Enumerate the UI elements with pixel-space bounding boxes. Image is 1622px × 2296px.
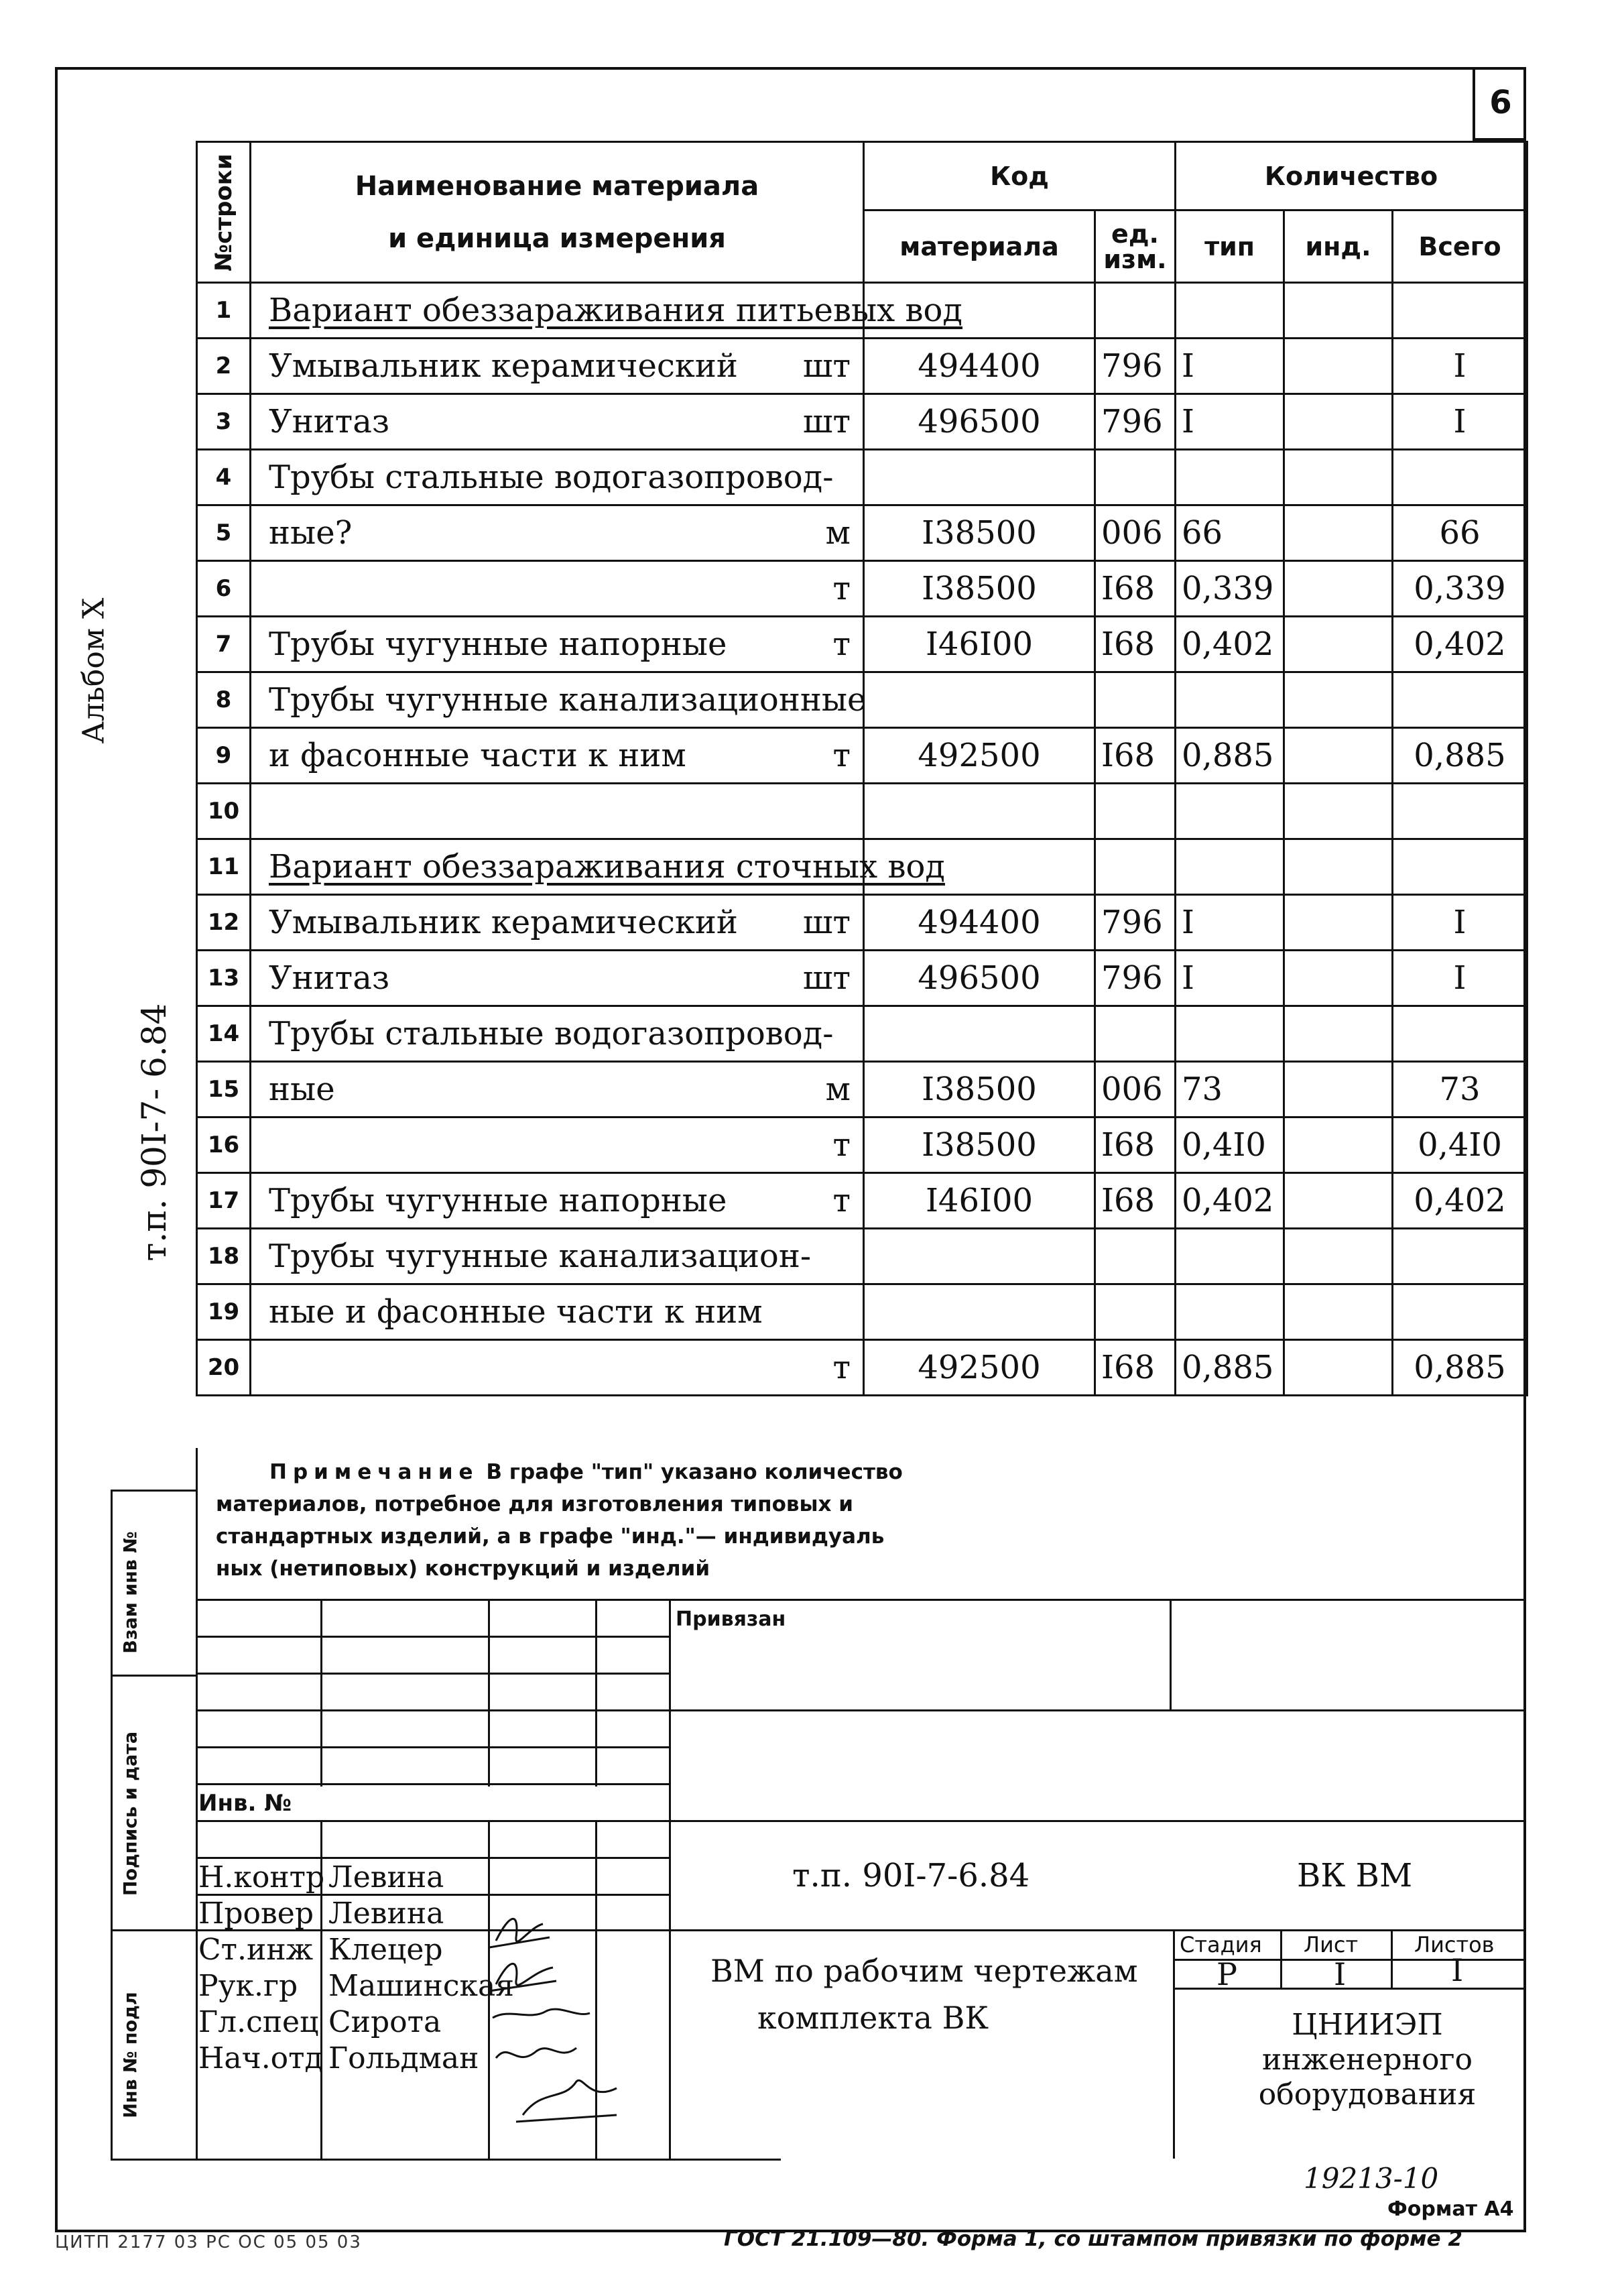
- row-number: 11: [197, 839, 251, 895]
- unit-name: т: [832, 1126, 851, 1164]
- table-row: [197, 505, 1527, 561]
- unit-name: т: [832, 625, 851, 663]
- qty-ind: [1284, 1062, 1393, 1117]
- qty-total: I: [1393, 895, 1527, 951]
- row-number: 7: [197, 617, 251, 672]
- material-code: I38500: [864, 561, 1095, 617]
- qty-total: 73: [1393, 1062, 1527, 1117]
- row-number: 3: [197, 394, 251, 450]
- unit-name: т: [832, 1349, 851, 1386]
- row-name: [251, 1340, 864, 1396]
- row-number: 17: [197, 1173, 251, 1229]
- staff-role: Нач.отд: [198, 2041, 323, 2075]
- qty-type: 0,885: [1176, 728, 1284, 784]
- qty-type: 0,339: [1176, 561, 1284, 617]
- row-name: [251, 1173, 864, 1229]
- unit-code: [1095, 1006, 1176, 1062]
- qty-total: [1393, 1284, 1527, 1340]
- unit-code: [1095, 283, 1176, 339]
- row-name: [251, 1117, 864, 1173]
- table-row: [197, 339, 1527, 394]
- unit-code: 796: [1095, 394, 1176, 450]
- table-row: [197, 1229, 1527, 1284]
- qty-total: [1393, 672, 1527, 728]
- qty-type: 0,402: [1176, 617, 1284, 672]
- qty-ind: [1284, 283, 1393, 339]
- row-number: 14: [197, 1006, 251, 1062]
- table-row: [197, 1062, 1527, 1117]
- material-name: Трубы стальные водогазопровод-: [269, 1015, 834, 1052]
- row-number: 20: [197, 1340, 251, 1396]
- unit-code: I68: [1095, 1340, 1176, 1396]
- material-code: [864, 1229, 1095, 1284]
- table-body: [197, 283, 1527, 1396]
- table-row: [197, 394, 1527, 450]
- qty-type: [1176, 1006, 1284, 1062]
- material-code: 494400: [864, 339, 1095, 394]
- doc-code: т.п. 90I-7-6.84: [792, 1857, 1030, 1894]
- row-number: 13: [197, 951, 251, 1006]
- material-code: [864, 784, 1095, 839]
- row-number: 16: [197, 1117, 251, 1173]
- qty-total: 66: [1393, 505, 1527, 561]
- unit-code: I68: [1095, 1173, 1176, 1229]
- row-name: [251, 450, 864, 505]
- header-name: Наименование материала и единица измерения: [251, 142, 864, 283]
- material-name: Трубы чугунные канализационные: [269, 681, 867, 719]
- qty-ind: [1284, 1284, 1393, 1340]
- staff-role: Ст.инж: [198, 1933, 314, 1967]
- row-name: [251, 784, 864, 839]
- qty-type: I: [1176, 394, 1284, 450]
- material-code: [864, 1006, 1095, 1062]
- material-code: 496500: [864, 951, 1095, 1006]
- unit-code: 796: [1095, 339, 1176, 394]
- stage-value: Р: [1216, 1956, 1237, 1992]
- material-code: I38500: [864, 505, 1095, 561]
- unit-code: 006: [1095, 505, 1176, 561]
- unit-name: шт: [802, 904, 851, 941]
- material-code: 492500: [864, 728, 1095, 784]
- sheets-value: I: [1451, 1952, 1464, 1988]
- material-code: 492500: [864, 1340, 1095, 1396]
- row-name: [251, 1062, 864, 1117]
- unit-name: м: [825, 1071, 851, 1108]
- material-code: [864, 450, 1095, 505]
- qty-type: [1176, 1284, 1284, 1340]
- table-row: [197, 1284, 1527, 1340]
- row-name: [251, 951, 864, 1006]
- material-code: [864, 672, 1095, 728]
- material-name: Трубы чугунные канализацион-: [269, 1237, 812, 1275]
- qty-ind: [1284, 951, 1393, 1006]
- qty-type: I: [1176, 339, 1284, 394]
- organization: ЦНИИЭП инженерного оборудования: [1258, 2008, 1477, 2112]
- sheets-label: Листов: [1414, 1932, 1495, 1957]
- header-ind: инд.: [1284, 210, 1393, 283]
- qty-total: [1393, 450, 1527, 505]
- qty-total: 0,885: [1393, 1340, 1527, 1396]
- material-name: Умывальник керамический: [269, 904, 738, 941]
- qty-ind: [1284, 617, 1393, 672]
- unit-name: шт: [802, 403, 851, 440]
- qty-ind: [1284, 394, 1393, 450]
- unit-code: [1095, 1229, 1176, 1284]
- unit-name: т: [832, 570, 851, 607]
- qty-ind: [1284, 561, 1393, 617]
- material-name: Унитаз: [269, 403, 390, 440]
- privyazan-label: Привязан: [676, 1608, 786, 1631]
- material-name: Трубы чугунные напорные: [269, 1182, 727, 1219]
- row-number: 9: [197, 728, 251, 784]
- material-code: I38500: [864, 1062, 1095, 1117]
- material-name: ные: [269, 1071, 335, 1108]
- row-name: [251, 339, 864, 394]
- qty-ind: [1284, 895, 1393, 951]
- table-row: [197, 784, 1527, 839]
- qty-type: 0,4I0: [1176, 1117, 1284, 1173]
- row-number: 10: [197, 784, 251, 839]
- material-name: Трубы стальные водогазопровод-: [269, 459, 834, 496]
- qty-ind: [1284, 1173, 1393, 1229]
- unit-name: т: [832, 1182, 851, 1219]
- qty-type: [1176, 283, 1284, 339]
- material-code: 494400: [864, 895, 1095, 951]
- row-name: [251, 283, 962, 339]
- row-name: [251, 505, 864, 561]
- qty-type: [1176, 1229, 1284, 1284]
- qty-total: I: [1393, 394, 1527, 450]
- material-code: 496500: [864, 394, 1095, 450]
- staff-name: Левина: [328, 1896, 444, 1931]
- table-row: [197, 1006, 1527, 1062]
- unit-code: [1095, 672, 1176, 728]
- table-row: [197, 283, 1527, 339]
- stage-label: Стадия: [1180, 1932, 1262, 1957]
- unit-code: I68: [1095, 1117, 1176, 1173]
- header-material: материала: [864, 210, 1095, 283]
- doc-title: ВМ по рабочим чертежам комплекта ВК: [710, 1953, 1138, 2036]
- qty-total: I: [1393, 339, 1527, 394]
- row-name: [251, 895, 864, 951]
- staff-name: Левина: [328, 1860, 444, 1894]
- footer-right: ГОСТ 21.109—80. Форма 1, со штампом привязки по форме 2: [724, 2227, 1462, 2251]
- qty-total: [1393, 1229, 1527, 1284]
- materials-table: [196, 141, 1528, 1396]
- note: Примечание В графе "тип" указано количество материалов, потребное для изготовления типовых и стандартных изделий, а в графе "инд."— индивидуаль ных (нетиповых) конструкций и изделий: [216, 1460, 903, 1581]
- material-name: и фасонные части к ним: [269, 737, 686, 774]
- header-row-number: №строки: [197, 142, 251, 283]
- row-number: 5: [197, 505, 251, 561]
- row-name: [251, 1229, 864, 1284]
- unit-code: 796: [1095, 951, 1176, 1006]
- sheet-label: Лист: [1304, 1932, 1359, 1957]
- unit-code: 796: [1095, 895, 1176, 951]
- qty-total: 0,339: [1393, 561, 1527, 617]
- row-number: 6: [197, 561, 251, 617]
- header-total: Всего: [1393, 210, 1527, 283]
- qty-ind: [1284, 728, 1393, 784]
- unit-code: I68: [1095, 561, 1176, 617]
- row-name: [251, 839, 945, 895]
- project-label: т.п. 90I-7- 6.84: [135, 1003, 174, 1262]
- material-name: Унитаз: [269, 959, 390, 997]
- qty-total: [1393, 283, 1527, 339]
- unit-name: м: [825, 514, 851, 552]
- row-number: 19: [197, 1284, 251, 1340]
- unit-code: 006: [1095, 1062, 1176, 1117]
- staff-name: Клецер: [328, 1933, 443, 1967]
- qty-type: 0,402: [1176, 1173, 1284, 1229]
- row-name: [251, 672, 867, 728]
- unit-code: I68: [1095, 617, 1176, 672]
- row-number: 4: [197, 450, 251, 505]
- qty-ind: [1284, 450, 1393, 505]
- qty-ind: [1284, 1006, 1393, 1062]
- unit-code: [1095, 1284, 1176, 1340]
- unit-code: I68: [1095, 728, 1176, 784]
- inv-no-label: Инв. №: [198, 1790, 292, 1817]
- staff-name: Сирота: [328, 2005, 442, 2039]
- sheet-value: I: [1334, 1956, 1347, 1992]
- qty-type: [1176, 450, 1284, 505]
- qty-type: 73: [1176, 1062, 1284, 1117]
- header-code: Код: [864, 142, 1176, 210]
- qty-total: [1393, 1006, 1527, 1062]
- row-name: [251, 728, 864, 784]
- qty-ind: [1284, 1229, 1393, 1284]
- material-name: ные?: [269, 514, 353, 552]
- doc-mark: ВК ВМ: [1297, 1857, 1413, 1894]
- qty-ind: [1284, 672, 1393, 728]
- qty-total: I: [1393, 951, 1527, 1006]
- header-quantity: Количество: [1176, 142, 1527, 210]
- qty-type: I: [1176, 895, 1284, 951]
- section-title: Вариант обеззараживания питьевых вод: [269, 292, 962, 329]
- qty-ind: [1284, 505, 1393, 561]
- qty-ind: [1284, 839, 1393, 895]
- footer-left: ЦИТП 2177 03 РС ОС 05 05 03: [55, 2232, 362, 2252]
- qty-total: 0,402: [1393, 1173, 1527, 1229]
- row-number: 8: [197, 672, 251, 728]
- unit-code: [1095, 450, 1176, 505]
- signature-marks: [483, 1900, 643, 2149]
- table-row: [197, 1173, 1527, 1229]
- table-row: [197, 895, 1527, 951]
- unit-name: шт: [802, 959, 851, 997]
- unit-code: [1095, 784, 1176, 839]
- header-unit: ед. изм.: [1095, 210, 1176, 283]
- row-name: [251, 1006, 864, 1062]
- material-name: Трубы чугунные напорные: [269, 625, 727, 663]
- qty-ind: [1284, 1340, 1393, 1396]
- row-name: [251, 394, 864, 450]
- staff-name: Машинская: [328, 1969, 514, 2003]
- material-name: ные и фасонные части к ним: [269, 1293, 763, 1331]
- material-code: I46I00: [864, 617, 1095, 672]
- qty-type: I: [1176, 951, 1284, 1006]
- row-name: [251, 1284, 864, 1340]
- side-label-vzam: Взам инв №: [120, 1531, 141, 1654]
- album-label: Альбом X: [76, 597, 111, 744]
- table-row: [197, 839, 1527, 895]
- row-number: 1: [197, 283, 251, 339]
- qty-total: 0,885: [1393, 728, 1527, 784]
- header-type: тип: [1176, 210, 1284, 283]
- qty-type: [1176, 839, 1284, 895]
- material-code: I38500: [864, 1117, 1095, 1173]
- qty-type: [1176, 672, 1284, 728]
- qty-total: 0,402: [1393, 617, 1527, 672]
- unit-code: [1095, 839, 1176, 895]
- qty-total: 0,4I0: [1393, 1117, 1527, 1173]
- material-name: Умывальник керамический: [269, 347, 738, 385]
- table-row: [197, 561, 1527, 617]
- qty-ind: [1284, 784, 1393, 839]
- row-number: 18: [197, 1229, 251, 1284]
- row-number: 2: [197, 339, 251, 394]
- section-title: Вариант обеззараживания сточных вод: [269, 848, 945, 886]
- table-row: [197, 728, 1527, 784]
- table-row: [197, 450, 1527, 505]
- row-number: 15: [197, 1062, 251, 1117]
- qty-ind: [1284, 1117, 1393, 1173]
- qty-type: 66: [1176, 505, 1284, 561]
- qty-total: [1393, 784, 1527, 839]
- row-name: [251, 617, 864, 672]
- qty-total: [1393, 839, 1527, 895]
- side-label-inv-podl: Инв № подл: [120, 1992, 141, 2118]
- table-row: [197, 1117, 1527, 1173]
- staff-role: Гл.спец: [198, 2005, 319, 2039]
- qty-type: [1176, 784, 1284, 839]
- unit-name: т: [832, 737, 851, 774]
- table-row: [197, 672, 1527, 728]
- staff-role: Н.контр: [198, 1860, 325, 1894]
- qty-ind: [1284, 339, 1393, 394]
- material-code: [864, 1284, 1095, 1340]
- table-row: [197, 951, 1527, 1006]
- material-code: I46I00: [864, 1173, 1095, 1229]
- note-title: Примечание: [269, 1460, 479, 1484]
- row-number: 12: [197, 895, 251, 951]
- qty-type: 0,885: [1176, 1340, 1284, 1396]
- row-name: [251, 561, 864, 617]
- staff-name: Гольдман: [328, 2041, 479, 2075]
- sheet-number: 6: [1473, 67, 1526, 141]
- staff-role: Провер: [198, 1896, 314, 1931]
- unit-name: шт: [802, 347, 851, 385]
- format-label: Формат А4: [1387, 2197, 1514, 2221]
- table-row: [197, 1340, 1527, 1396]
- side-label-podpis: Подпись и дата: [120, 1731, 141, 1896]
- handwritten-number: 19213-10: [1304, 2162, 1439, 2195]
- staff-role: Рук.гр: [198, 1969, 298, 2003]
- table-row: [197, 617, 1527, 672]
